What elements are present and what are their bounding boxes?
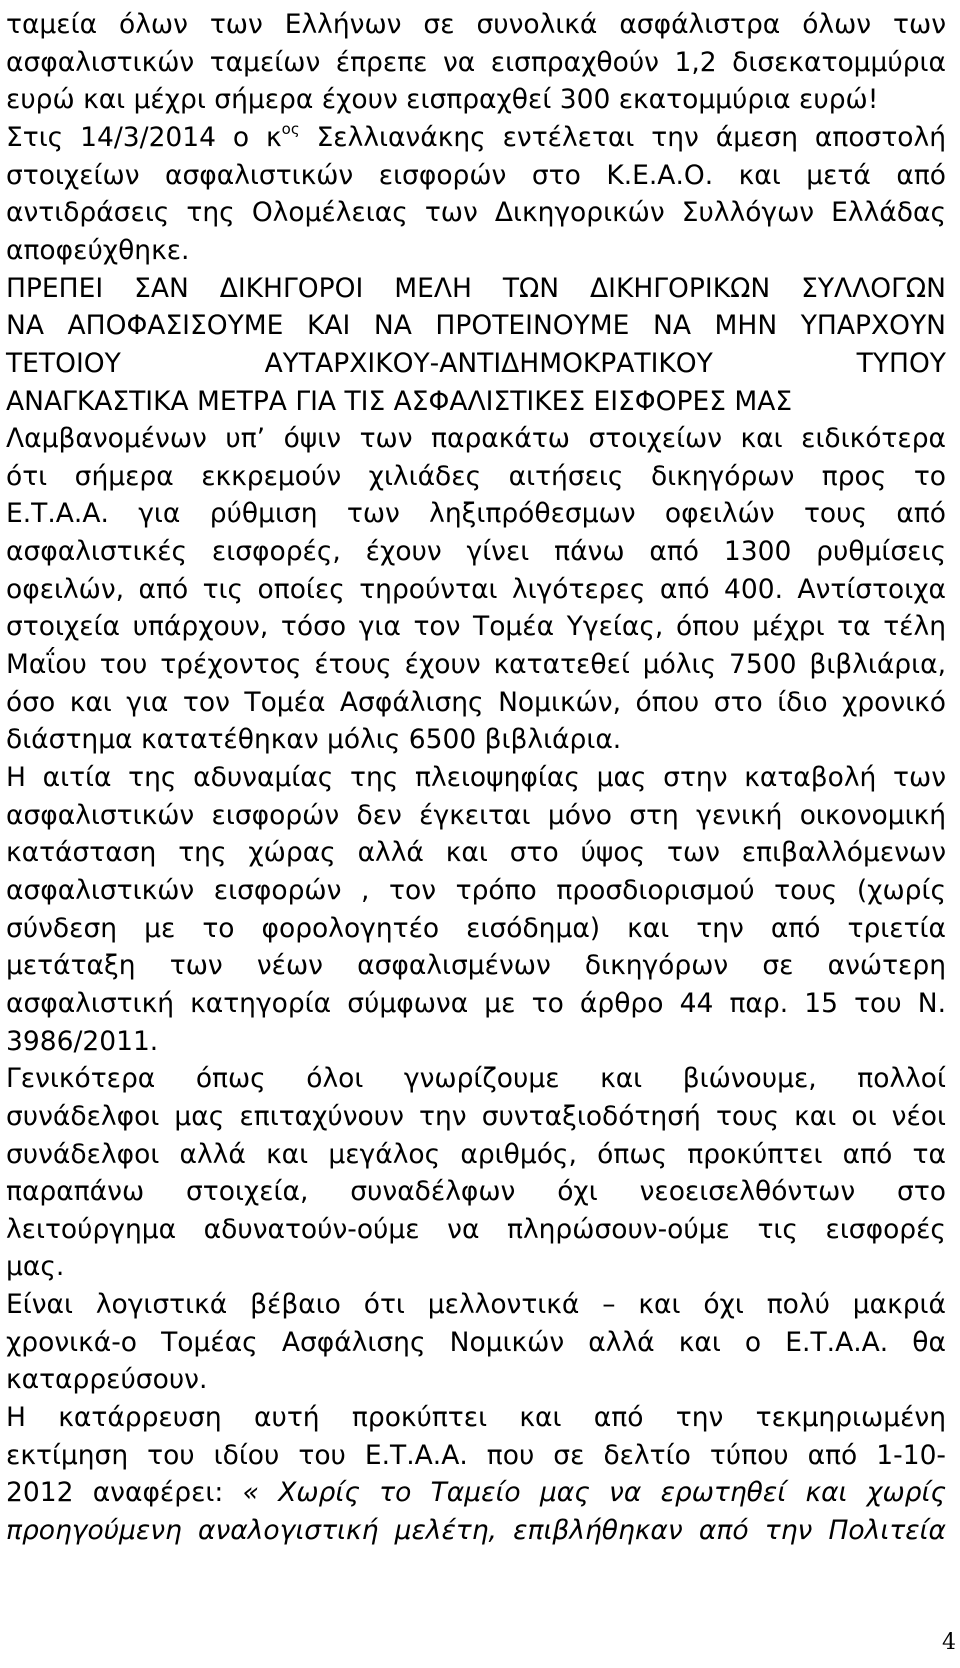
- text-line: ασφαλιστικών εισφορών , τον τρόπο προσδιορισμού τους (χωρίς: [6, 874, 946, 906]
- text-line: εκτίμηση του ιδίου του Ε.Τ.Α.Α. που σε δελτίο τύπου από 1-10-: [6, 1439, 946, 1471]
- text-line: Είναι λογιστικά βέβαιο ότι μελλοντικά – και όχι πολύ μακριά: [6, 1289, 946, 1321]
- text-line: διάστημα κατατέθηκαν μόλις 6500 βιβλιάρια.: [6, 724, 622, 756]
- italic-quote: προηγούμενη αναλογιστική μελέτη, επιβλήθηκαν από την Πολιτεία: [6, 1515, 946, 1546]
- text-line: ΑΝΑΓΚΑΣΤΙΚΑ ΜΕΤΡΑ ΓΙΑ ΤΙΣ ΑΣΦΑΛΙΣΤΙΚΕΣ ΕΙΣΦΟΡΕΣ ΜΑΣ: [6, 385, 793, 417]
- text-line: ΝΑ ΑΠΟΦΑΣΙΣΟΥΜΕ ΚΑΙ ΝΑ ΠΡΟΤΕΙΝΟΥΜΕ ΝΑ ΜΗΝ ΥΠΑΡΧΟΥΝ: [6, 310, 946, 342]
- text-segment: Σελλιανάκης εντέλεται την άμεση αποστολή: [299, 121, 946, 153]
- text-line: κατάσταση της χώρας αλλά και στο ύψος των επιβαλλόμενων: [6, 837, 946, 869]
- text-line: Η κατάρρευση αυτή προκύπτει και από την τεκμηριωμένη: [6, 1402, 946, 1434]
- text-line: μας.: [6, 1251, 65, 1283]
- text-line: ΠΡΕΠΕΙ ΣΑΝ ΔΙΚΗΓΟΡΟΙ ΜΕΛΗ ΤΩΝ ΔΙΚΗΓΟΡΙΚΩΝ ΣΥΛΛΟΓΩΝ: [6, 272, 946, 304]
- text-line: παραπάνω στοιχεία, συναδέλφων όχι νεοεισελθόντων στο: [6, 1176, 946, 1208]
- text-line: 3986/2011.: [6, 1025, 159, 1057]
- text-line: Μαΐου του τρέχοντος έτους έχουν κατατεθεί μόλις 7500 βιβλιάρια,: [6, 649, 946, 681]
- text-line: ασφαλιστικών ταμείων έπρεπε να εισπραχθούν 1,2 δισεκατομμύρια: [6, 46, 946, 78]
- text-line: συνάδελφοι μας επιταχύνουν την συνταξιοδότησή τους και οι νέοι: [6, 1100, 946, 1132]
- text-line: αντιδράσεις της Ολομέλειας των Δικηγορικών Συλλόγων Ελλάδας: [6, 197, 946, 229]
- text-line: ταμεία όλων των Ελλήνων σε συνολικά ασφάλιστρα όλων των: [6, 9, 946, 40]
- italic-quote: « Χωρίς το Ταμείο μας να ερωτηθεί και χωρίς: [242, 1477, 946, 1509]
- text-line: αποφεύχθηκε.: [6, 234, 190, 266]
- text-line: ευρώ και μέχρι σήμερα έχουν εισπραχθεί 300 εκατομμύρια ευρώ!: [6, 84, 879, 116]
- page-number: 4: [942, 1630, 956, 1655]
- text-line: [6, 119, 946, 160]
- text-line: Η αιτία της αδυναμίας της πλειοψηφίας μας στην καταβολή των: [6, 762, 946, 793]
- text-line: ασφαλιστική κατηγορία σύμφωνα με το άρθρο 44 παρ. 15 του Ν.: [6, 987, 946, 1019]
- text-line: στοιχείων ασφαλιστικών εισφορών στο Κ.Ε.Α.Ο. και μετά από: [6, 159, 946, 191]
- text-line: ότι σήμερα εκκρεμούν χιλιάδες αιτήσεις δικηγόρων προς το: [6, 460, 946, 492]
- text-line: [6, 1512, 946, 1549]
- text-line: ΤΕΤΟΙΟΥ ΑΥΤΑΡΧΙΚΟΥ-ΑΝΤΙΔΗΜΟΚΡΑΤΙΚΟΥ ΤΥΠΟΥ: [6, 347, 946, 379]
- text-line: μετάταξη των νέων ασφαλισμένων δικηγόρων σε ανώτερη: [6, 950, 946, 982]
- text-line: [6, 1474, 946, 1511]
- text-line: συνάδελφοι αλλά και μεγάλος αριθμός, όπως προκύπτει από τα: [6, 1138, 946, 1170]
- text-line: Λαμβανομένων υπ’ όψιν των παρακάτω στοιχείων και ειδικότερα: [6, 423, 946, 455]
- text-line: στοιχεία υπάρχουν, τόσο για τον Τομέα Υγείας, όπου μέχρι τα τέλη: [6, 611, 946, 643]
- text-line: Ε.Τ.Α.Α. για ρύθμιση των ληξιπρόθεσμων οφειλών τους από: [6, 498, 946, 530]
- text-line: χρονικά-ο Τομέας Ασφάλισης Νομικών αλλά και ο Ε.Τ.Α.Α. θα: [6, 1326, 946, 1358]
- text-line: ασφαλιστικές εισφορές, έχουν γίνει πάνω από 1300 ρυθμίσεις: [6, 536, 946, 568]
- text-line: ασφαλιστικών εισφορών δεν έγκειται μόνο στη γενική οικονομική: [6, 799, 946, 831]
- text-segment: 2012 αναφέρει:: [6, 1477, 243, 1509]
- text-line: όσο και για τον Τομέα Ασφάλισης Νομικών, όπου στο ίδιο χρονικό: [6, 686, 946, 718]
- text-line: οφειλών, από τις οποίες τηρούνται λιγότερες από 400. Αντίστοιχα: [6, 573, 946, 605]
- text-segment: Στις 14/3/2014 ο κ: [6, 121, 282, 153]
- superscript: ος: [281, 119, 300, 138]
- text-line: καταρρεύσουν.: [6, 1364, 208, 1396]
- text-line: Γενικότερα όπως όλοι γνωρίζουμε και βιώνουμε, πολλοί: [6, 1063, 946, 1095]
- text-line: λειτούργημα αδυνατούν-ούμε να πληρώσουν-ούμε τις εισφορές: [6, 1213, 946, 1245]
- text-line: σύνδεση με το φορολογητέο εισόδημα) και την από τριετία: [6, 912, 946, 944]
